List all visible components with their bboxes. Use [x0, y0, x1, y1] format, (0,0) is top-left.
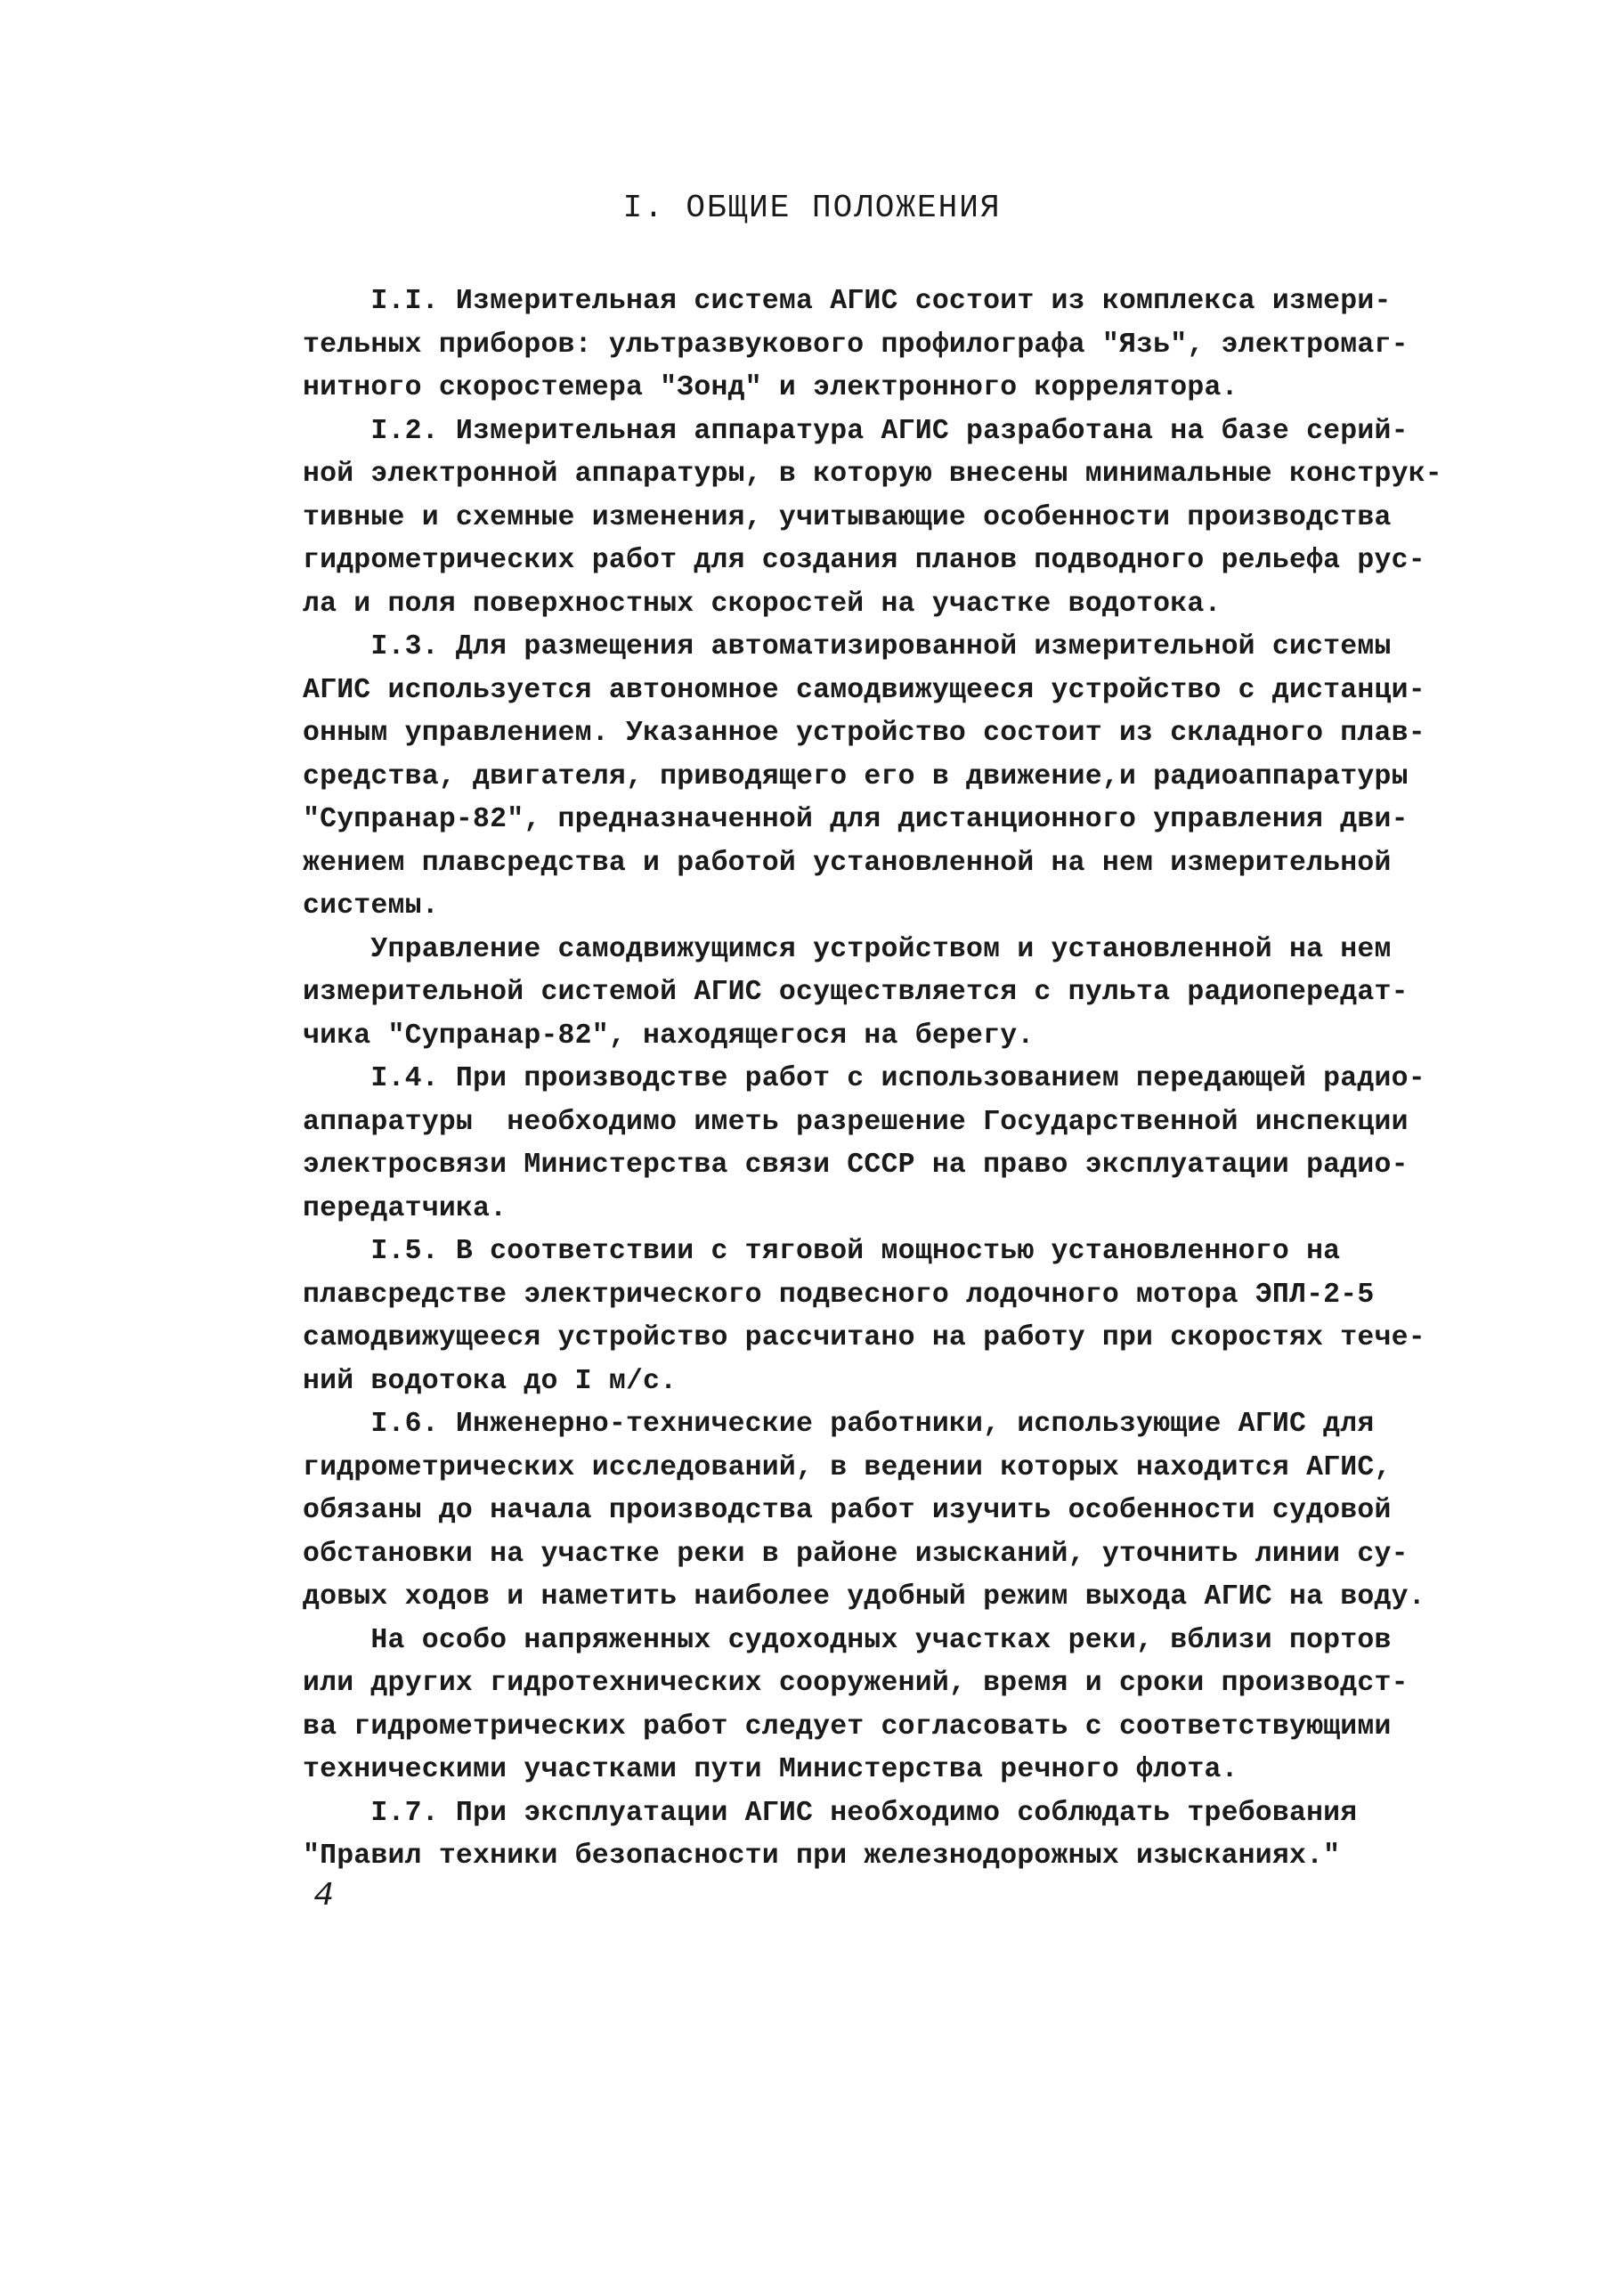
text-line: I.6. Инженерно-технические работники, использующие АГИС для [303, 1409, 1375, 1440]
section-title: I. ОБЩИЕ ПОЛОЖЕНИЯ [622, 190, 1002, 226]
page-number: 4 [313, 1877, 334, 1915]
text-line: "Правил техники безопасности при железнодорожных изысканиях." [303, 1840, 1341, 1872]
text-line: гидрометрических работ для создания планов подводного рельефа рус- [303, 545, 1425, 576]
text-line: аппаратуры необходимо иметь разрешение Государственной инспекции [303, 1106, 1409, 1138]
text-line: Управление самодвижущимся устройством и установленной на нем [303, 933, 1392, 965]
text-line: измерительной системой АГИС осуществляется с пульта радиопередат- [303, 977, 1409, 1008]
text-line: ной электронной аппаратуры, в которую внесены минимальные конструк- [303, 459, 1442, 490]
text-line: ла и поля поверхностных скоростей на участке водотока. [303, 588, 1222, 620]
text-line: I.7. При эксплуатации АГИС необходимо соблюдать требования [303, 1797, 1358, 1829]
text-line: или других гидротехнических сооружений, время и сроки производст- [303, 1668, 1409, 1699]
text-line: I.I. Измерительная система АГИС состоит из комплекса измери- [303, 286, 1392, 317]
text-line: жением плавсредства и работой установленной на нем измерительной [303, 847, 1392, 879]
text-line: обязаны до начала производства работ изучить особенности судовой [303, 1495, 1392, 1526]
text-line: тивные и схемные изменения, учитывающие особенности производства [303, 501, 1392, 533]
text-line: онным управлением. Указанное устройство состоит из складного плав- [303, 718, 1425, 749]
text-line: техническими участками пути Министерства речного флота. [303, 1754, 1238, 1785]
text-line: чика "Супранар-82", находящегося на берегу. [303, 1020, 1035, 1052]
text-line: гидрометрических исследований, в ведении которых находится АГИС, [303, 1451, 1392, 1483]
text-line: I.5. В соответствии с тяговой мощностью установленного на [303, 1236, 1341, 1267]
text-line: плавсредстве электрического подвесного лодочного мотора ЭПЛ-2-5 [303, 1279, 1375, 1311]
text-line: I.4. При производстве работ с использованием передающей радио- [303, 1063, 1425, 1094]
text-line: На особо напряженных судоходных участках реки, вблизи портов [303, 1624, 1392, 1656]
text-line: довых ходов и наметить наиболее удобный режим выхода АГИС на воду. [303, 1581, 1425, 1613]
text-line: "Супранар-82", предназначенной для дистанционного управления дви- [303, 804, 1409, 835]
text-line: электросвязи Министерства связи СССР на право эксплуатации радио- [303, 1150, 1409, 1181]
text-line: ний водотока до I м/с. [303, 1365, 678, 1397]
text-line: обстановки на участке реки в районе изысканий, уточнить линии су- [303, 1538, 1409, 1570]
text-line: нитного скоростемера "Зонд" и электронного коррелятора. [303, 372, 1238, 403]
text-line: передатчика. [303, 1192, 508, 1224]
text-line: I.3. Для размещения автоматизированной измерительной системы [303, 631, 1392, 662]
text-line: I.2. Измерительная аппаратура АГИС разработана на базе серий- [303, 415, 1409, 447]
text-line: тельных приборов: ультразвукового профилографа "Язь", электромаг- [303, 329, 1409, 361]
text-line: самодвижущееся устройство рассчитано на работу при скоростях тече- [303, 1322, 1425, 1353]
text-line: АГИС используется автономное самодвижущееся устройство с дистанци- [303, 674, 1425, 706]
document-body [303, 280, 1491, 1879]
text-line: средства, двигателя, приводящего его в движение,и радиоаппаратуры [303, 760, 1409, 792]
text-line: ва гидрометрических работ следует согласовать с соответствующими [303, 1710, 1392, 1743]
text-line: системы. [303, 890, 439, 922]
